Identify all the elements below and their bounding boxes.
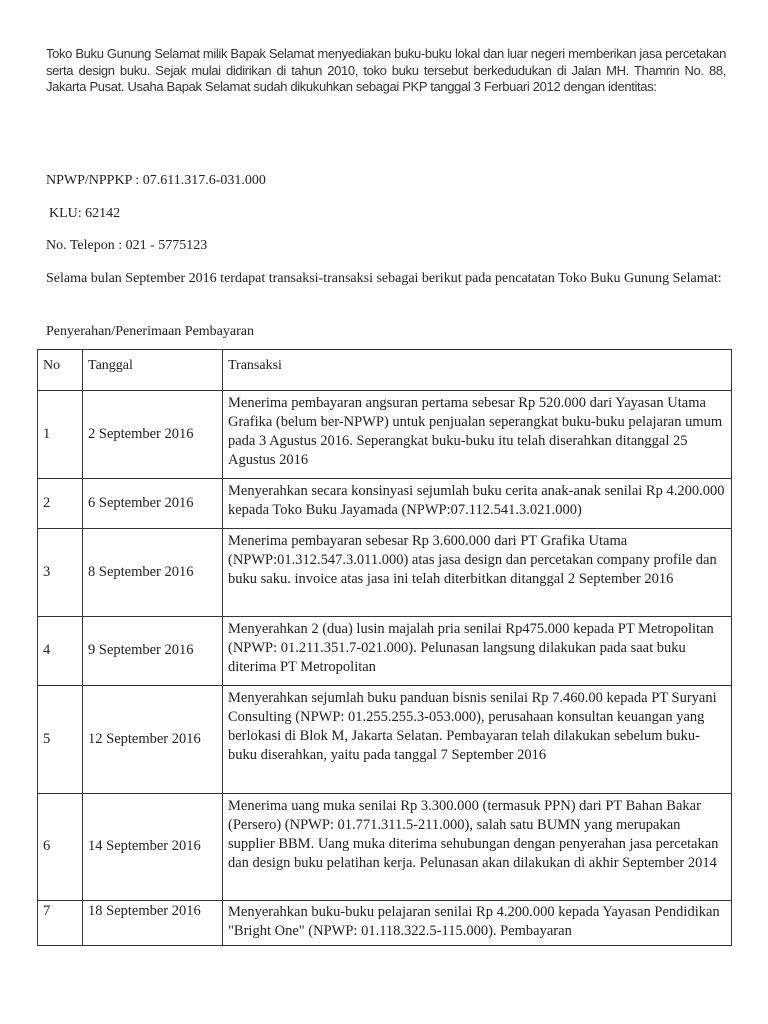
intro-paragraph: Toko Buku Gunung Selamat milik Bapak Selamat menyediakan buku-buku lokal dan luar negeri memberikan jasa percetakan serta design buku. Sejak mulai didirikan di tahun 2010, toko buku tersebut berkedudukan di Jalan MH. Thamrin No. 88, Jakarta Pusat. Usaha Bapak Selamat sudah dikukuhkan sebagai PKP tanggal 3 Ferbuari 2012 dengan identitas:	[46, 46, 726, 94]
cell-no: 6	[38, 794, 83, 901]
cell-no: 2	[38, 479, 83, 529]
cell-transaksi: Menyerahkan buku-buku pelajaran senilai Rp 4.200.000 kepada Yayasan Pendidikan "Bright One" (NPWP: 01.118.322.5-115.000). Pembayaran	[223, 901, 732, 946]
npwp-line: NPWP/NPPKP : 07.611.317.6-031.000	[46, 173, 266, 188]
cell-transaksi: Menyerahkan 2 (dua) lusin majalah pria senilai Rp475.000 kepada PT Metropolitan (NPWP: 01.211.351.7-021.000). Pelunasan langsung dilakukan pada saat buku diterima PT Metropolitan	[223, 617, 732, 686]
cell-no: 7	[38, 901, 83, 946]
transaction-table	[37, 349, 732, 946]
cell-tanggal: 6 September 2016	[83, 479, 223, 529]
klu-line: KLU: 62142	[49, 206, 121, 221]
cell-transaksi: Menerima pembayaran angsuran pertama sebesar Rp 520.000 dari Yayasan Utama Grafika (belum ber-NPWP) untuk penjualan seperangkat buku-buku pelajaran umum pada 3 Agustus 2016. Seperangkat buku-buku itu telah diserahkan ditanggal 25 Agustus 2016	[223, 391, 732, 479]
section-heading: Penyerahan/Penerimaan Pembayaran	[46, 324, 254, 339]
table-row	[38, 391, 732, 479]
table-row	[38, 617, 732, 686]
header-no: No	[38, 350, 83, 391]
table-row	[38, 479, 732, 529]
september-note: Selama bulan September 2016 terdapat transaksi-transaksi sebagai berikut pada pencatatan Toko Buku Gunung Selamat:	[46, 271, 722, 286]
table-row	[38, 794, 732, 901]
telephone-line: No. Telepon : 021 - 5775123	[46, 238, 208, 253]
header-tanggal: Tanggal	[83, 350, 223, 391]
cell-tanggal: 2 September 2016	[83, 391, 223, 479]
cell-no: 1	[38, 391, 83, 479]
table-header-row	[38, 350, 732, 391]
table-row	[38, 686, 732, 794]
cell-tanggal: 8 September 2016	[83, 529, 223, 617]
cell-no: 3	[38, 529, 83, 617]
cell-tanggal: 12 September 2016	[83, 686, 223, 794]
header-transaksi: Transaksi	[223, 350, 732, 391]
cell-transaksi: Menyerahkan secara konsinyasi sejumlah buku cerita anak-anak senilai Rp 4.200.000 kepada Toko Buku Jayamada (NPWP:07.112.541.3.021.000)	[223, 479, 732, 529]
table-row	[38, 901, 732, 946]
cell-no: 4	[38, 617, 83, 686]
cell-transaksi: Menerima uang muka senilai Rp 3.300.000 (termasuk PPN) dari PT Bahan Bakar (Persero) (NPWP: 01.771.311.5-211.000), salah satu BUMN yang merupakan supplier BBM. Uang muka diterima sehubungan dengan penyerahan jasa percetakan dan design buku pelatihan kerja. Pelunasan akan dilakukan di akhir September 2014	[223, 794, 732, 901]
cell-transaksi: Menerima pembayaran sebesar Rp 3.600.000 dari PT Grafika Utama (NPWP:01.312.547.3.011.000) atas jasa design dan percetakan company profile dan buku saku. invoice atas jasa ini telah diterbitkan ditanggal 2 September 2016	[223, 529, 732, 617]
cell-tanggal: 9 September 2016	[83, 617, 223, 686]
cell-tanggal: 14 September 2016	[83, 794, 223, 901]
cell-no: 5	[38, 686, 83, 794]
cell-tanggal: 18 September 2016	[83, 901, 223, 946]
table-row	[38, 529, 732, 617]
cell-transaksi: Menyerahkan sejumlah buku panduan bisnis senilai Rp 7.460.00 kepada PT Suryani Consulting (NPWP: 01.255.255.3-053.000), perusahaan konsultan keuangan yang berlokasi di Blok M, Jakarta Selatan. Pembayaran telah dilakukan sebelum buku-buku diserahkan, yaitu pada tanggal 7 September 2016	[223, 686, 732, 794]
